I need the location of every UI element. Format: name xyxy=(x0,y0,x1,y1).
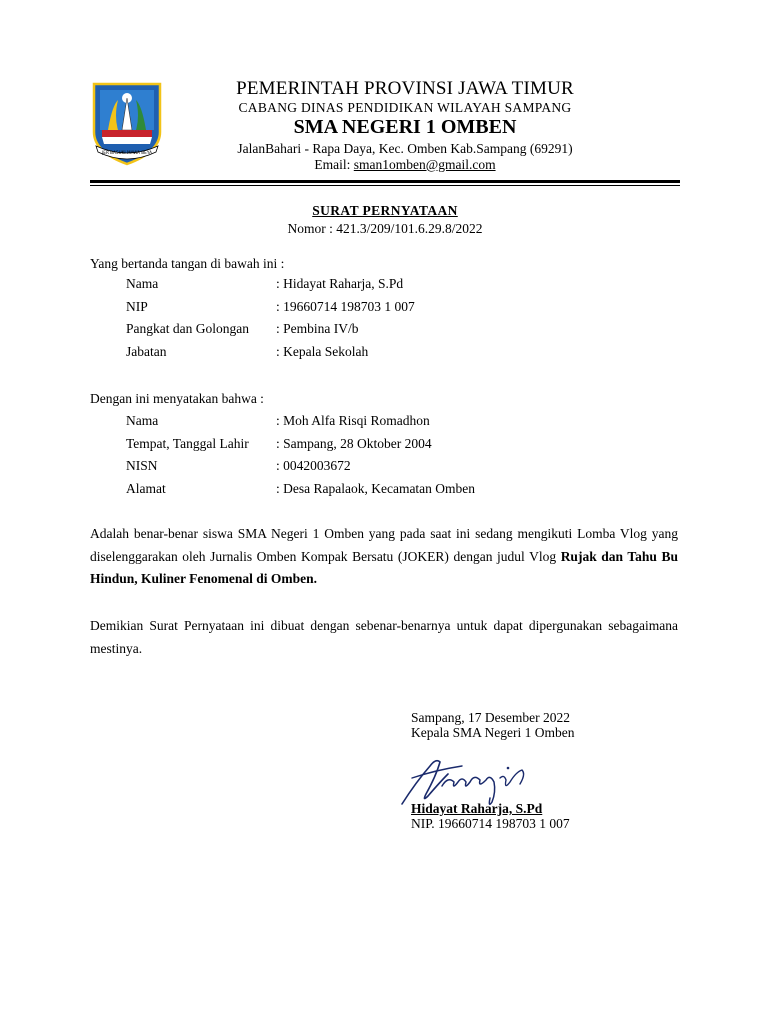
row-value: : 0042003672 xyxy=(276,458,351,474)
signer-row xyxy=(126,299,415,322)
place-date: Sampang, 17 Desember 2022 xyxy=(411,710,570,725)
row-value: : Pembina IV/b xyxy=(276,321,359,337)
signature-block-bottom xyxy=(411,801,570,831)
row-label: Nama xyxy=(126,276,159,291)
signer-row xyxy=(126,321,415,344)
row-label: NISN xyxy=(126,458,158,474)
government-name: PEMERINTAH PROVINSI JAWA TIMUR xyxy=(236,78,574,99)
letterhead-divider-thick xyxy=(90,180,680,183)
email-label: Email: xyxy=(314,156,354,172)
school-email-line xyxy=(170,157,640,173)
document-number: Nomor : 421.3/209/101.6.29.8/2022 xyxy=(287,221,483,236)
body-paragraph-text: Adalah benar-benar siswa SMA Negeri 1 Omben yang pada saat ini sedang mengikuti Lomba Vlog yang diselenggarakan oleh Jurnalis Omben Kompak Bersatu (JOKER) dengan judul Vlog xyxy=(90,526,678,564)
province-emblem-logo xyxy=(88,80,166,166)
row-value: : 19660714 198703 1 007 xyxy=(276,298,415,314)
row-value: : Kepala Sekolah xyxy=(276,343,369,359)
student-row xyxy=(126,436,475,459)
school-address: JalanBahari - Rapa Daya, Kec. Omben Kab.Sampang (69291) xyxy=(237,141,573,157)
row-label: Nama xyxy=(126,413,159,428)
row-label: Tempat, Tanggal Lahir xyxy=(126,435,249,451)
school-name: SMA NEGERI 1 OMBEN xyxy=(293,116,517,139)
row-value: : Desa Rapalaok, Kecamatan Omben xyxy=(276,480,476,496)
signer-row xyxy=(126,344,415,367)
body-paragraph xyxy=(90,523,678,591)
signature-block-top xyxy=(411,710,574,740)
row-value: : Sampang, 28 Oktober 2004 xyxy=(276,435,432,451)
signer-position: Kepala SMA Negeri 1 Omben xyxy=(411,725,575,740)
signer-name: Hidayat Raharja, S.Pd xyxy=(411,801,543,816)
row-label: NIP xyxy=(126,298,148,314)
signer-nip: NIP. 19660714 198703 1 007 xyxy=(411,816,570,831)
letterhead-divider-thin xyxy=(90,185,680,186)
document-title: SURAT PERNYATAAN xyxy=(312,203,458,218)
intro-text: Yang bertanda tangan di bawah ini : xyxy=(90,256,285,271)
row-label: Jabatan xyxy=(126,343,167,359)
email-link[interactable]: sman1omben@gmail.com xyxy=(353,156,496,172)
office-name: CABANG DINAS PENDIDIKAN WILAYAH SAMPANG xyxy=(238,99,572,115)
signer-details xyxy=(126,276,415,366)
vlog-title: Rujak dan Tahu Bu Hindun, Kuliner Fenomenal di Omben. xyxy=(90,548,678,586)
row-value: : Moh Alfa Risqi Romadhon xyxy=(276,413,430,428)
row-label: Pangkat dan Golongan xyxy=(126,321,249,337)
letterhead xyxy=(170,78,640,172)
student-details xyxy=(126,413,475,503)
student-row xyxy=(126,458,475,481)
student-row xyxy=(126,413,475,436)
signer-row xyxy=(126,276,415,299)
logo-motto-text: JER BASUKI MAWA BEYA xyxy=(102,150,152,155)
closing-paragraph: Demikian Surat Pernyataan ini dibuat dengan sebenar-benarnya untuk dapat dipergunakan sebagaimana mestinya. xyxy=(90,618,678,656)
student-row xyxy=(126,481,475,504)
row-label: Alamat xyxy=(126,480,166,496)
row-value: : Hidayat Raharja, S.Pd xyxy=(276,276,404,291)
statement-intro-text: Dengan ini menyatakan bahwa : xyxy=(90,391,264,406)
